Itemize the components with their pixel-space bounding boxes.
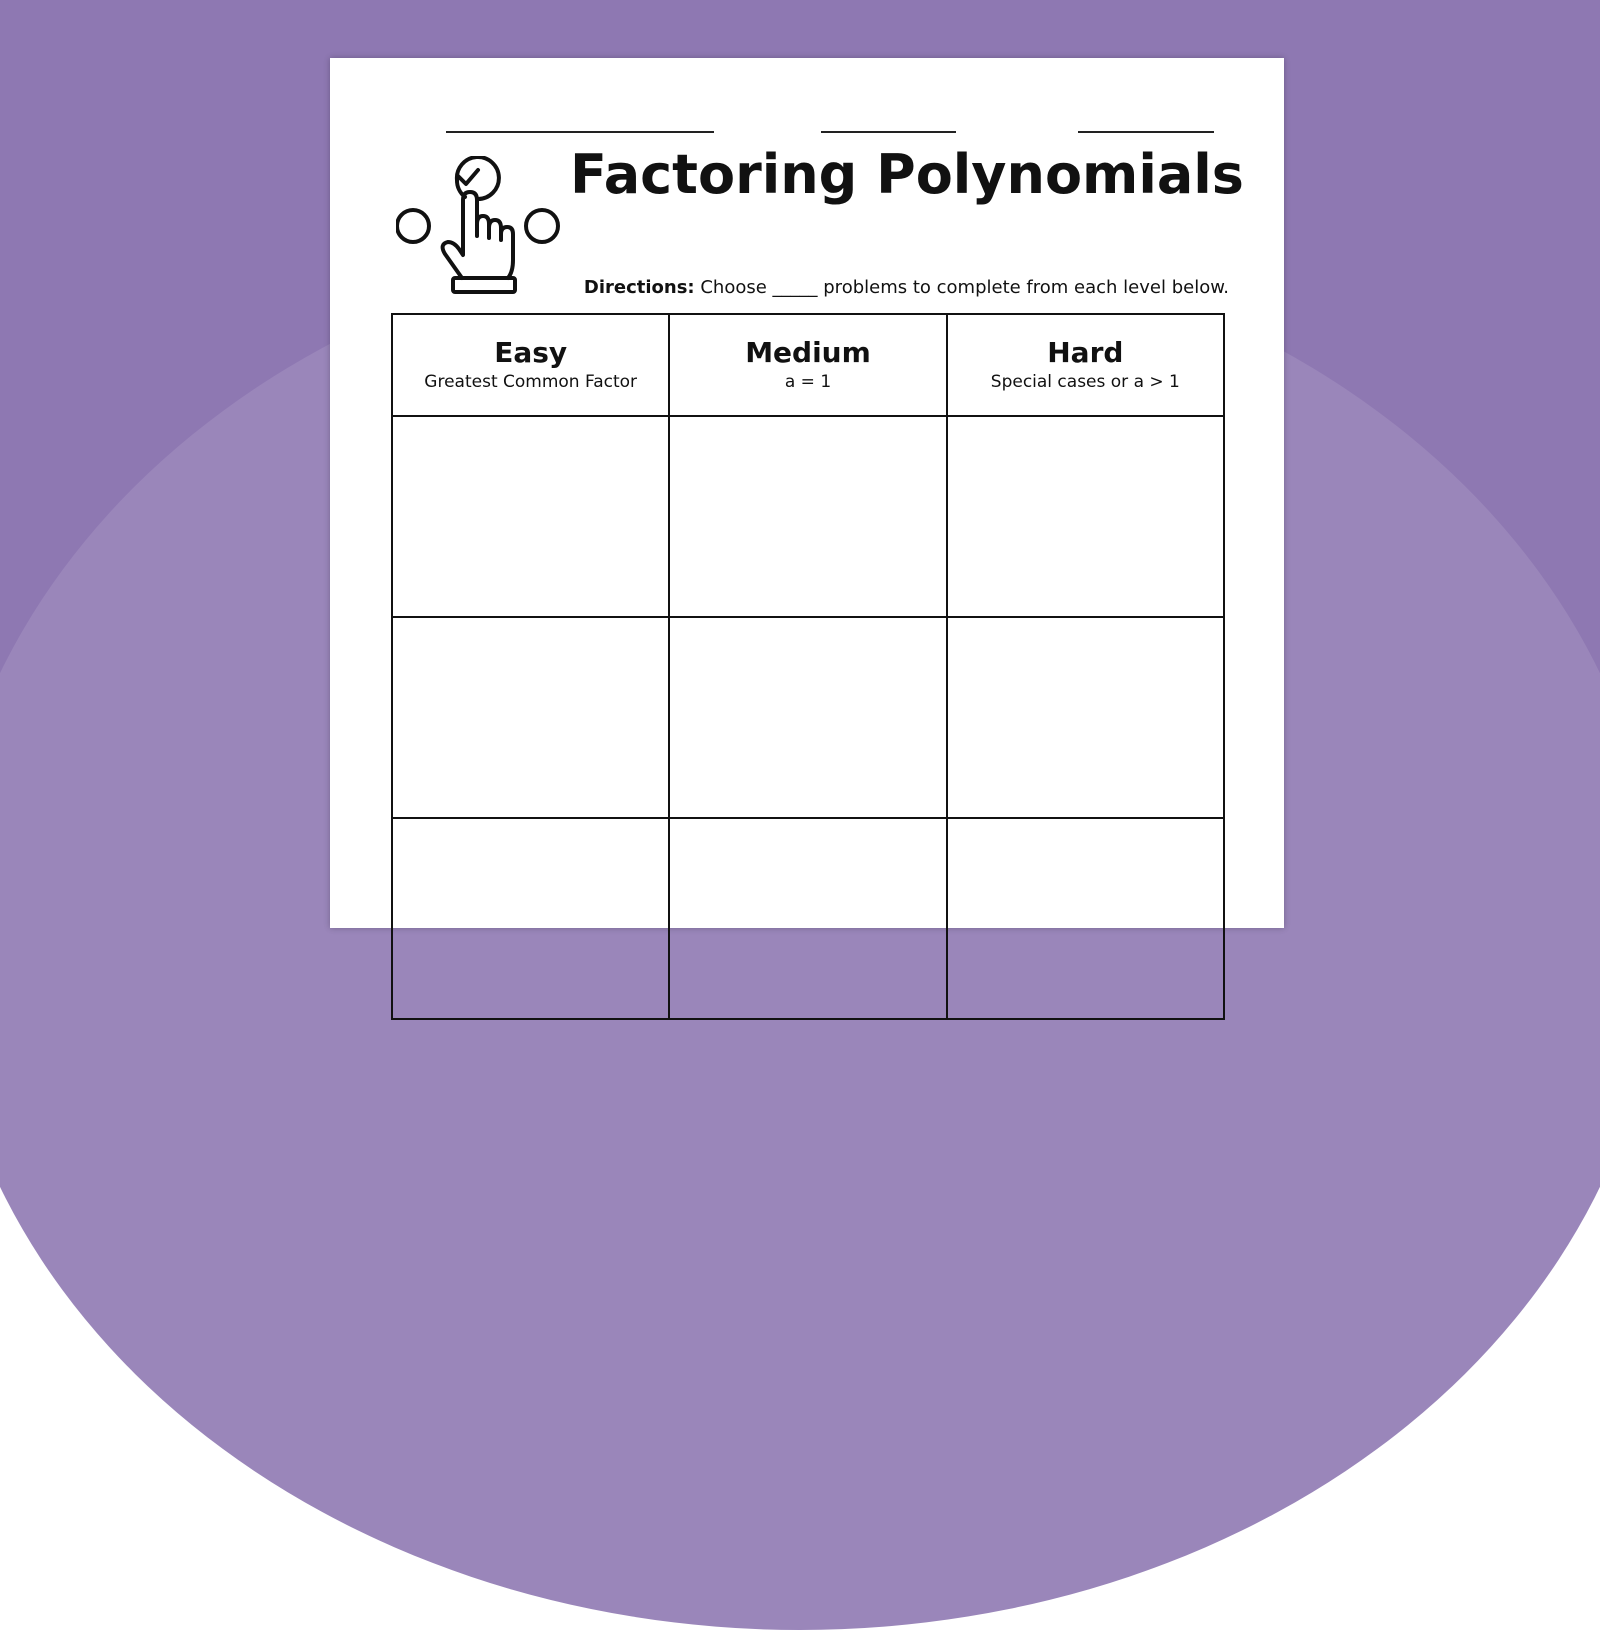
date-blank-line: [821, 131, 956, 133]
problem-cell-easy: [392, 818, 669, 1019]
problem-grid: [391, 313, 1225, 1020]
problem-cell-hard: [947, 416, 1224, 617]
problem-cell-easy: [392, 617, 669, 818]
problem-cell-medium: [669, 818, 946, 1019]
level-header-easy: [392, 314, 669, 416]
name-blank-line: [446, 131, 714, 133]
level-description: Greatest Common Factor: [424, 372, 638, 392]
directions: [559, 276, 1229, 300]
problem-row: [392, 818, 1224, 1019]
level-header-row: [392, 314, 1224, 416]
problem-row: [392, 617, 1224, 818]
level-title: Hard: [1047, 336, 1124, 369]
level-title: Medium: [745, 336, 871, 369]
level-description: a = 1: [784, 372, 832, 392]
directions-text: Choose _____ problems to complete from each level below.: [700, 277, 1229, 298]
worksheet-page: [330, 58, 1284, 928]
directions-label: Directions:: [583, 277, 695, 298]
period-blank-line: [1078, 131, 1214, 133]
problem-row: [392, 416, 1224, 617]
level-header-medium: [669, 314, 946, 416]
problem-cell-medium: [669, 416, 946, 617]
level-header-hard: [947, 314, 1224, 416]
level-description: Special cases or a > 1: [990, 372, 1180, 392]
worksheet-title: Factoring Polynomials: [570, 143, 1244, 206]
problem-cell-hard: [947, 818, 1224, 1019]
problem-cell-easy: [392, 416, 669, 617]
hand-pointer-icon: [396, 156, 568, 296]
problem-cell-medium: [669, 617, 946, 818]
problem-cell-hard: [947, 617, 1224, 818]
level-title: Easy: [494, 336, 568, 369]
